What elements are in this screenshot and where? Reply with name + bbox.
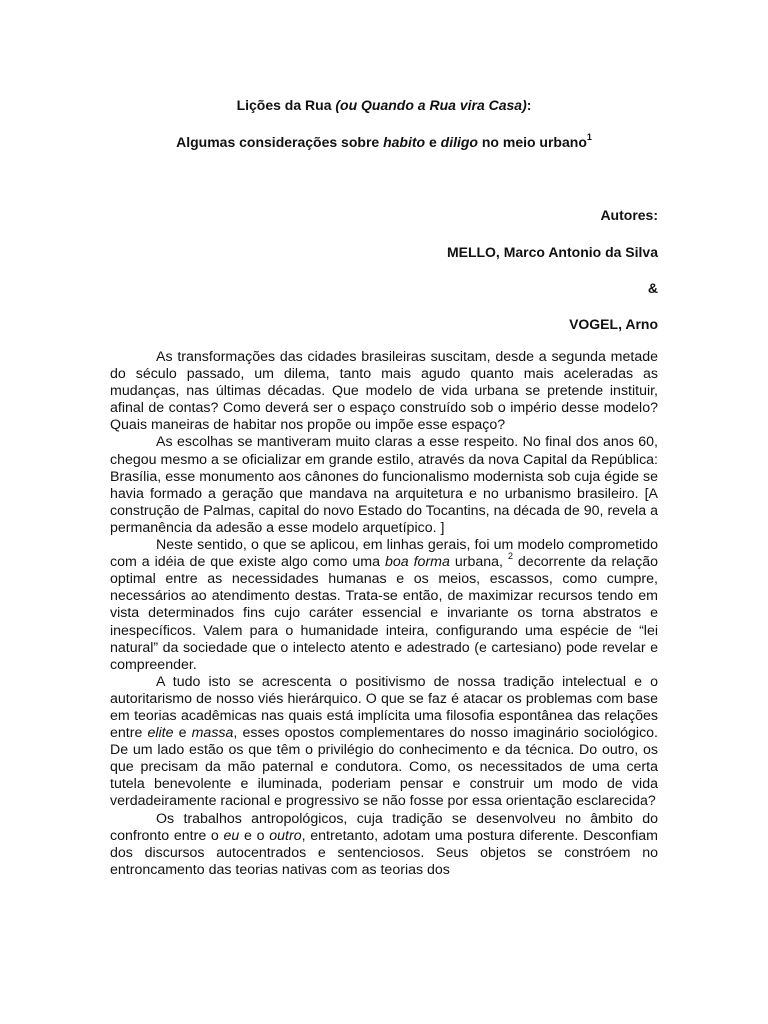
paragraph-text: A tudo isto se acrescenta o positivismo de nossa tradição intelectual e o autoritarismo de nosso viés hierárquico. O que se faz é atacar os problemas com base em teorias acadêmicas nas quais está implícita uma filosofia espontânea das relações entre: [110, 673, 658, 742]
paragraph: [110, 434, 658, 537]
paragraph-text: e: [173, 725, 192, 742]
italic-term: eu: [223, 827, 240, 844]
subtitle-part2: e: [425, 134, 441, 150]
paragraph: [110, 537, 658, 674]
paragraph-text: As transformações das cidades brasileiras suscitam, desde a segunda metade do século passado, um dilema, tanto mais agudo quanto mais aceleradas as mudanças, nas últimas décadas. Que modelo de vida urbana se pretende instituir, afinal de contas? Como deverá ser o espaço construído sob o império desse modelo? Quais maneiras de habitar nos propõe ou impõe esse espaço?: [110, 349, 658, 434]
italic-term: massa: [191, 725, 234, 742]
paragraph-text: , esses opostos complementares do nosso imaginário sociológico. De um lado estão os que têm o privilégio do conhecimento e da técnica. Do outro, os que precisam da mão paternal e condutora. Como, os necessitados de uma certa tutela benevolente e iluminada, poderiam pensar e construir um modo de vida verdadeiramente racional e progressivo se não fosse por essa orientação esclarecida?: [110, 725, 658, 810]
italic-term: boa forma: [384, 554, 450, 571]
subtitle-part1: Algumas considerações sobre: [176, 134, 384, 150]
paragraph-text: Os trabalhos antropológicos, cuja tradição se desenvolveu no âmbito do confronto entre o: [110, 810, 658, 844]
document-title: [0, 97, 768, 114]
italic-term: outro: [269, 827, 302, 844]
document-subtitle: [0, 134, 768, 151]
title-suffix: :: [526, 97, 532, 113]
authors-label: Autores:: [600, 207, 658, 223]
subtitle-italic-habito: habito: [383, 134, 426, 150]
subtitle-italic-diligo: diligo: [440, 134, 478, 150]
footnote-marker: 2: [507, 551, 513, 562]
paragraph: [110, 811, 658, 879]
paragraph-text: urbana,: [449, 554, 508, 571]
paragraph-text: Neste sentido, o que se aplicou, em linhas gerais, foi um modelo comprometido com a idéia de que existe algo como uma: [110, 537, 658, 571]
paragraph: [110, 349, 658, 434]
paragraph: [110, 674, 658, 811]
paragraph-text: As escolhas se mantiveram muito claras a esse respeito. No final dos anos 60, chegou mesmo a se oficializar em grande estilo, através da nova Capital da República: Brasília, esse monumento aos cânones do funcionalismo modernista sob cuja égide se havia formado a geração que mandava na arquitetura e no urbanismo brasileiro. [A construção de Palmas, capital do novo Estado do Tocantins, na década de 90, revela a permanência da adesão a esse modelo arquetípico. ]: [110, 434, 658, 536]
title-italic: (ou Quando a Rua vira Casa): [335, 97, 527, 113]
body-text: [110, 349, 658, 879]
paragraph-text: e o: [239, 827, 270, 844]
subtitle-part3: no meio urbano: [477, 134, 587, 150]
paragraph-text: decorrente da relação optimal entre as necessidades humanas e os meios, escassos, como cumpre, necessários ao atendimento destas. Trata-se então, de maximizar recursos tendo em vista determinados fins cujo caráter essencial e invariante os torna abstratos e inespecíficos. Valem para o humanidade inteira, configurando uma espécie de “lei natural” da sociedade que o intelecto atento e adestrado (e cartesiano) pode revelar e compreender.: [110, 554, 658, 673]
italic-term: elite: [147, 725, 174, 742]
title-plain: Lições da Rua: [236, 97, 336, 113]
author-separator: &: [647, 280, 658, 296]
author-vogel: VOGEL, Arno: [569, 316, 658, 332]
paragraph-text: , entretanto, adotam uma postura diferente. Desconfiam dos discursos autocentrados e sentenciosos. Seus objetos se constróem no entroncamento das teorias nativas com as teorias dos: [110, 827, 658, 878]
footnote-marker-1: 1: [586, 132, 592, 142]
author-mello: MELLO, Marco Antonio da Silva: [446, 244, 658, 260]
